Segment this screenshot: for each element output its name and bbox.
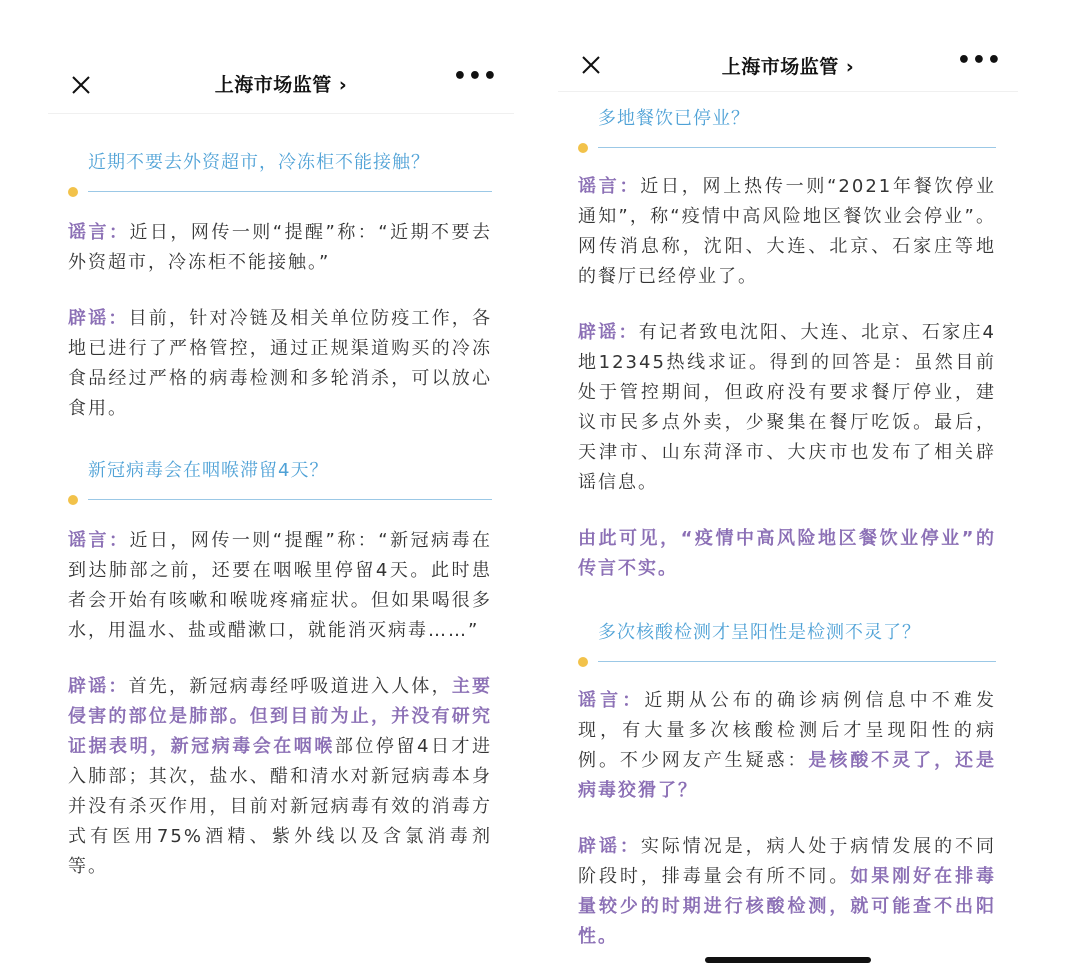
rumor-text: 近日，网上热传一则“2021年餐饮停业通知”，称“疫情中高风险地区餐饮业会停业”。网传消息称，沈阳、大连、北京、石家庄等地的餐厅已经停业了。 — [578, 176, 997, 287]
rumor-text: 近日，网传一则“提醒”称：“近期不要去外资超市，冷冻柜不能接触。” — [68, 222, 492, 273]
debunk-paragraph — [68, 672, 492, 882]
dot-icon — [68, 495, 78, 505]
rumor-label: 谣言： — [578, 690, 645, 711]
debunk-text: 首先，新冠病毒经呼吸道进入人体， — [128, 676, 452, 697]
section-heading: 多次核酸检测才呈阳性是检测不灵了？ — [598, 622, 921, 643]
rumor-text: 近日，网传一则“提醒”称：“新冠病毒在到达肺部之前，还要在咽喉里停留4天。此时患者会开始有咳嗽和喉咙疼痛症状。但如果喝很多水，用温水、盐或醋漱口，就能消灭病毒……” — [68, 530, 492, 641]
rumor-paragraph — [68, 218, 492, 278]
debunk-label: 辟谣： — [578, 836, 641, 857]
debunk-highlight: 主要侵害的部位是肺部。但到目前为止，并没有研究证据表明，新冠病毒会在咽喉 — [68, 676, 493, 757]
page-title[interactable]: 上海市场监管 › — [721, 56, 855, 78]
debunk-text: 目前，针对冷链及相关单位防疫工作，各地已进行了严格管控，通过正规渠道购买的冷冻食品经过严格的病毒检测和多轮消杀，可以放心食用。 — [68, 308, 493, 419]
debunk-label: 辟谣： — [68, 676, 129, 697]
debunk-highlight: 如果刚好在排毒量较少的时期进行核酸检测，就可能查不出阳性。 — [578, 866, 997, 947]
heading-divider — [68, 494, 492, 506]
section-heading: 近期不要去外资超市，冷冻柜不能接触？ — [88, 152, 430, 173]
rumor-paragraph — [578, 172, 996, 292]
more-icon[interactable]: ••• — [452, 64, 498, 89]
dot-icon — [578, 143, 588, 153]
debunk-text: 有记者致电沈阳、大连、北京、石家庄4地12345热线求证。得到的回答是：虽然目前处于管控期间，但政府没有要求餐厅停业，建议市民多点外卖，少聚集在餐厅吃饭。最后，天津市、山东菏泽市、大庆市也发布了相关辟谣信息。 — [578, 322, 997, 493]
dot-icon — [578, 657, 588, 667]
right-screenshot — [558, 30, 1018, 960]
page-title[interactable]: 上海市场监管 › — [214, 74, 348, 96]
article-section-2 — [68, 456, 492, 882]
article-section-1 — [68, 148, 492, 424]
debunk-text: 部位停留4日才进入肺部；其次，盐水、醋和清水对新冠病毒本身并没有杀灭作用，目前对新冠病毒有效的消毒方式有医用75%酒精、紫外线以及含氯消毒剂等。 — [68, 736, 493, 877]
heading-divider — [68, 186, 492, 198]
more-icon[interactable]: ••• — [956, 48, 1002, 73]
debunk-paragraph — [68, 304, 492, 424]
debunk-paragraph — [578, 832, 996, 952]
dot-icon — [68, 187, 78, 197]
rumor-label: 谣言： — [68, 222, 130, 243]
section-heading: 新冠病毒会在咽喉滞留4天？ — [88, 460, 329, 481]
nav-bar — [48, 52, 514, 114]
rumor-text: 近期从公布的确诊病例信息中不难发现，有大量多次核酸检测后才呈现阳性的病例。不少网友产生疑惑： — [578, 690, 997, 771]
debunk-paragraph — [578, 318, 996, 498]
left-screenshot — [48, 52, 514, 912]
rumor-highlight: 是核酸不灵了，还是病毒狡猾了？ — [578, 750, 996, 801]
heading-divider — [578, 142, 996, 154]
heading-divider — [578, 656, 996, 668]
debunk-text: 实际情况是，病人处于病情发展的不同阶段时，排毒量会有所不同。 — [578, 836, 996, 887]
article-section-2 — [578, 618, 996, 952]
conclusion-paragraph: 由此可见，“疫情中高风险地区餐饮业停业”的传言不实。 — [578, 528, 996, 579]
debunk-label: 辟谣： — [68, 308, 129, 329]
section-heading: 多地餐饮已停业？ — [598, 108, 750, 129]
rumor-label: 谣言： — [578, 176, 641, 197]
nav-bar — [558, 30, 1018, 92]
rumor-paragraph — [68, 526, 492, 646]
rumor-label: 谣言： — [68, 530, 130, 551]
article-section-1 — [578, 104, 996, 584]
home-indicator[interactable] — [705, 957, 871, 963]
debunk-label: 辟谣： — [578, 322, 639, 343]
rumor-paragraph — [578, 686, 996, 806]
